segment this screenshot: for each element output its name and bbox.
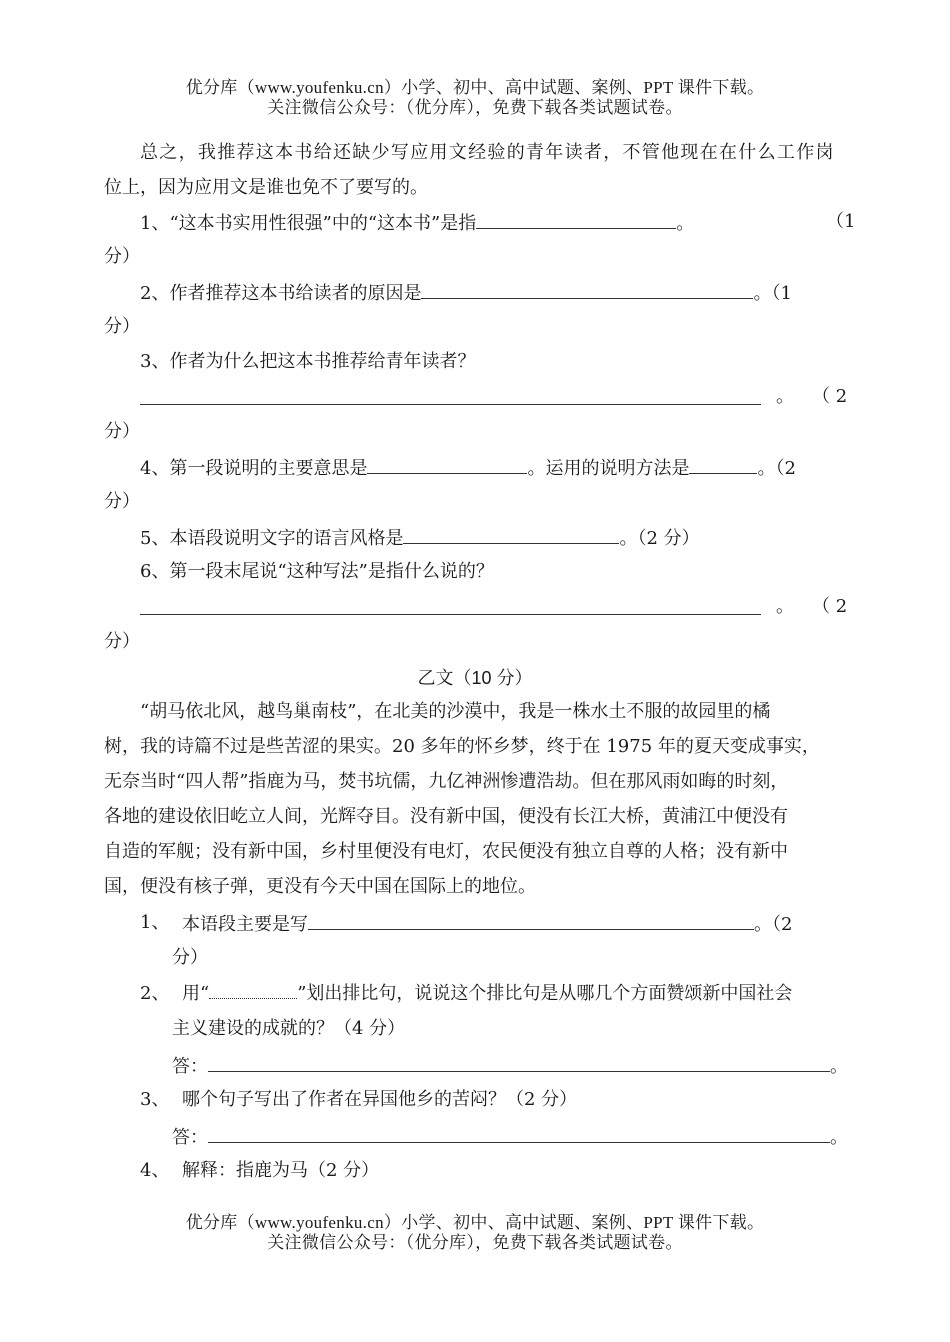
footer-line-1: 优分库（www.youfenku.cn）小学、初中、高中试题、案例、PPT 课件下载。: [185, 1213, 765, 1232]
question-a4-text: 4、第一段说明的主要意思是: [140, 458, 368, 479]
question-a6-text: 6、第一段末尾说“这种写法”是指什么说的？: [140, 561, 494, 582]
question-a4-end: 。（2: [757, 458, 796, 479]
section-b-title: 乙文（10 分）: [417, 668, 533, 688]
question-b2-answer: [172, 1054, 848, 1078]
question-a2: [140, 281, 792, 305]
question-b2-answer-label: 答：: [172, 1056, 208, 1077]
question-b2-text-b: ”划出排比句，说说这个排比句是从哪几个方面赞颂新中国社会: [297, 983, 793, 1004]
question-a1-score-close: 分）: [104, 246, 140, 267]
question-b2-end: 。: [830, 1056, 848, 1077]
question-a3-score-close: 分）: [104, 421, 140, 442]
answer-blank-a1[interactable]: [476, 211, 676, 229]
question-b3-end: 。: [830, 1127, 848, 1148]
question-a4: [140, 456, 796, 480]
question-a5-end: 。（2 分）: [619, 528, 700, 549]
passage-line-6: 国，便没有核子弹，更没有今天中国在国际上的地位。: [104, 876, 536, 897]
question-a3-text: 3、作者为什么把这本书推荐给青年读者？: [140, 351, 476, 372]
question-a3-end: 。: [776, 386, 794, 407]
question-b1-text: 本语段主要是写: [182, 914, 308, 935]
answer-line-a3[interactable]: [140, 404, 761, 405]
question-a6-score: （ 2: [812, 596, 848, 617]
answer-blank-b1[interactable]: [308, 912, 754, 930]
answer-blank-a4-method[interactable]: [689, 456, 757, 474]
question-a6-score-close: 分）: [104, 631, 140, 652]
passage-line-4: 各地的建设依旧屹立人间，光辉夺目。没有新中国，便没有长江大桥，黄浦江中便没有: [104, 806, 788, 827]
passage-line-5: 自造的军舰；没有新中国，乡村里便没有电灯，农民便没有独立自尊的人格；没有新中: [104, 841, 788, 862]
question-a3-score: （ 2: [812, 386, 848, 407]
answer-blank-b3[interactable]: [208, 1125, 830, 1143]
question-b4-number: 4、: [140, 1160, 170, 1181]
question-b2-number: 2、: [140, 983, 170, 1004]
question-b1-number: 1、: [140, 912, 170, 933]
passage-line-1: “胡马依北风，越鸟巢南枝”，在北美的沙漠中，我是一株水土不服的故园里的橘: [140, 701, 771, 722]
question-b3-number: 3、: [140, 1089, 170, 1110]
answer-blank-a5[interactable]: [403, 526, 619, 544]
question-b2: [182, 983, 792, 1005]
question-a1: [140, 211, 694, 235]
question-a5-text: 5、本语段说明文字的语言风格是: [140, 528, 404, 549]
question-a6-end: 。: [776, 596, 794, 617]
passage-line-2: 树，我的诗篇不过是些苦涩的果实。20 多年的怀乡梦，终于在 1975 年的夏天变成事实，: [104, 736, 820, 757]
question-a4-mid: 。运用的说明方法是: [527, 458, 690, 479]
question-a2-end: 。（1: [753, 283, 792, 304]
question-b1-score-close: 分）: [172, 947, 208, 968]
question-b1: [182, 912, 792, 936]
footer-line-2: 关注微信公众号：（优分库），免费下载各类试题试卷。: [267, 1233, 683, 1252]
answer-blank-a4-meaning[interactable]: [367, 456, 527, 474]
question-b1-end: 。（2: [754, 914, 793, 935]
question-b3-answer: [172, 1125, 848, 1149]
question-a1-end: 。: [676, 213, 695, 234]
intro-line-1: 总之，我推荐这本书给还缺少写应用文经验的青年读者，不管他现在在什么工作岗: [140, 142, 835, 163]
question-a2-score-close: 分）: [104, 316, 140, 337]
question-a4-score-close: 分）: [104, 491, 140, 512]
header-line-2: 关注微信公众号：（优分库），免费下载各类试题试卷。: [267, 98, 683, 117]
wavy-underline-mark: [209, 984, 297, 999]
question-b3-answer-label: 答：: [172, 1127, 208, 1148]
question-b4-text: 解释：指鹿为马（2 分）: [182, 1160, 380, 1181]
answer-line-a6[interactable]: [140, 614, 761, 615]
question-b2-text-a: 用“: [182, 983, 210, 1004]
question-b2-line-2: 主义建设的成就的？（4 分）: [172, 1018, 406, 1039]
question-a5: [140, 526, 700, 550]
answer-blank-b2[interactable]: [208, 1054, 830, 1072]
question-a1-text: 1、“这本书实用性很强”中的“这本书”是指: [140, 213, 477, 234]
question-a2-text: 2、作者推荐这本书给读者的原因是: [140, 283, 422, 304]
header-line-1: 优分库（www.youfenku.cn）小学、初中、高中试题、案例、PPT 课件下载。: [185, 78, 765, 97]
answer-blank-a2[interactable]: [421, 281, 753, 299]
question-a1-score: （1: [826, 211, 856, 232]
intro-line-2: 位上，因为应用文是谁也免不了要写的。: [104, 177, 428, 198]
passage-line-3: 无奈当时“四人帮”指鹿为马，焚书坑儒，九亿神洲惨遭浩劫。但在那风雨如晦的时刻，: [104, 771, 789, 792]
question-b3-text: 哪个句子写出了作者在异国他乡的苦闷？（2 分）: [182, 1089, 578, 1110]
